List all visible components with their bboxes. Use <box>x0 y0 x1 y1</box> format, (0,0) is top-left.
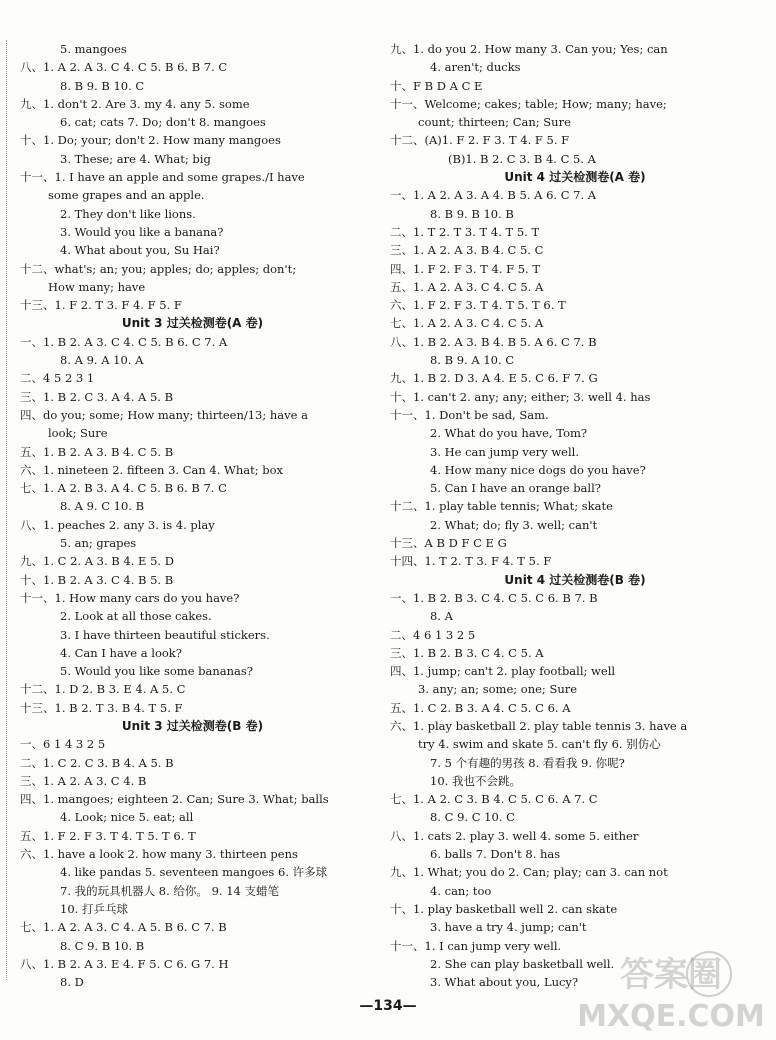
answer-line: 三、1. A 2. A 3. B 4. C 5. C <box>390 243 544 258</box>
answer-line: 五、1. C 2. B 3. A 4. C 5. C 6. A <box>390 700 571 715</box>
answer-line: 一、1. A 2. A 3. A 4. B 5. A 6. C 7. A <box>390 188 597 203</box>
answer-line: 七、1. A 2. C 3. B 4. C 5. C 6. A 7. C <box>390 792 598 807</box>
answer-line: 7. 5 个有趣的男孩 8. 看看我 9. 你呢? <box>430 755 625 770</box>
answer-line: 七、1. A 2. B 3. A 4. C 5. B 6. B 7. C <box>20 481 227 496</box>
answer-line: 四、do you; some; How many; thirteen/13; have a <box>20 407 308 422</box>
answer-line: 六、1. F 2. F 3. T 4. T 5. T 6. T <box>390 298 566 313</box>
answer-line: 十三、1. F 2. T 3. F 4. F 5. F <box>20 298 182 313</box>
answer-line: 一、1. B 2. B 3. C 4. C 5. C 6. B 7. B <box>390 590 598 605</box>
answer-line: 十、1. Do; your; don't 2. How many mangoes <box>20 133 281 148</box>
answer-line: 八、1. cats 2. play 3. well 4. some 5. either <box>390 828 639 843</box>
answer-line: How many; have <box>48 279 146 294</box>
answer-line: 四、1. F 2. F 3. T 4. F 5. T <box>390 261 541 276</box>
section-heading: Unit 4 过关检测卷(B 卷) <box>504 572 646 587</box>
answer-line: 3. any; an; some; one; Sure <box>418 682 578 697</box>
answer-line: 8. A <box>430 609 453 624</box>
answer-line: 6. cat; cats 7. Do; don't 8. mangoes <box>60 115 266 130</box>
answer-line: 4. can; too <box>430 883 492 898</box>
answer-line: 一、1. B 2. A 3. C 4. C 5. B 6. C 7. A <box>20 334 228 349</box>
answer-line: 三、1. B 2. C 3. A 4. A 5. B <box>20 389 174 404</box>
answer-line: 七、1. A 2. A 3. C 4. A 5. B 6. C 7. B <box>20 920 227 935</box>
answer-line: 四、1. mangoes; eighteen 2. Can; Sure 3. What; balls <box>20 792 329 807</box>
answer-line: 一、6 1 4 3 2 5 <box>20 737 106 752</box>
binding-margin-line <box>6 40 10 980</box>
answer-line: 二、4 5 2 3 1 <box>20 371 95 386</box>
answer-line: 2. Look at all those cakes. <box>60 609 212 624</box>
answer-line: 10. 打乒乓球 <box>60 901 128 916</box>
answer-line: 5. Can I have an orange ball? <box>430 481 601 496</box>
answer-line: 十三、1. B 2. T 3. B 4. T 5. F <box>20 700 183 715</box>
right-answer-column <box>390 40 760 991</box>
answer-line: 三、1. A 2. A 3. C 4. B <box>20 773 147 788</box>
page-number: —134— <box>359 998 417 1014</box>
answer-line: 十一、Welcome; cakes; table; How; many; have; <box>390 96 667 111</box>
answer-line: 九、1. C 2. A 3. B 4. E 5. D <box>20 554 174 569</box>
answer-line: 十四、1. T 2. T 3. F 4. T 5. F <box>390 554 552 569</box>
answer-line: 九、1. do you 2. How many 3. Can you; Yes; can <box>390 42 668 56</box>
answer-line: 3. have a try 4. jump; can't <box>430 920 587 935</box>
answer-line: 四、1. jump; can't 2. play football; well <box>390 664 616 679</box>
answer-line: 4. like pandas 5. seventeen mangoes 6. 许多球 <box>60 865 328 880</box>
answer-line: some grapes and an apple. <box>48 188 205 203</box>
answer-line: 八、1. A 2. A 3. C 4. C 5. B 6. B 7. C <box>20 60 228 75</box>
answer-line: 六、1. play basketball 2. play table tennis 3. have a <box>390 718 688 733</box>
answer-line: 十、1. play basketball well 2. can skate <box>390 901 618 916</box>
answer-line: 十三、A B D F C E G <box>390 536 507 551</box>
answer-line: 2. What do you have, Tom? <box>430 426 588 441</box>
answer-line: 2. She can play basketball well. <box>430 956 615 971</box>
answer-line: 4. Can I have a look? <box>60 645 182 660</box>
answer-line: (B)1. B 2. C 3. B 4. C 5. A <box>448 151 596 166</box>
section-heading: Unit 3 过关检测卷(B 卷) <box>121 718 264 733</box>
answer-line: 五、1. B 2. A 3. B 4. C 5. B <box>20 444 174 459</box>
answer-line: 六、1. nineteen 2. fifteen 3. Can 4. What; box <box>20 462 284 477</box>
answer-line: 3. What about you, Lucy? <box>430 975 579 990</box>
answer-line: 十、F B D A C E <box>390 78 483 93</box>
watermark-logo <box>571 946 766 1034</box>
answer-line: 十、1. B 2. A 3. C 4. B 5. B <box>20 572 174 587</box>
answer-line: 8. B 9. B 10. B <box>430 206 514 221</box>
answer-line: 十二、what's; an; you; apples; do; apples; don't; <box>20 261 297 276</box>
answer-line: 十一、1. I have an apple and some grapes./I have <box>20 170 305 185</box>
answer-line: 8. C 9. B 10. B <box>60 938 145 953</box>
answer-line: 十、1. can't 2. any; any; either; 3. well 4. has <box>390 389 651 404</box>
answer-line: 3. Would you like a banana? <box>60 224 224 239</box>
answer-line: 2. They don't like lions. <box>60 206 196 221</box>
answer-line: 7. 我的玩具机器人 8. 给你。 9. 14 支蜡笔 <box>60 883 279 898</box>
answer-line: 8. A 9. C 10. B <box>60 499 145 514</box>
answer-line: 七、1. A 2. A 3. C 4. C 5. A <box>390 316 544 331</box>
answer-line: 九、1. B 2. D 3. A 4. E 5. C 6. F 7. G <box>390 371 598 386</box>
answer-line: 5. Would you like some bananas? <box>60 664 253 679</box>
answer-line: 十一、1. I can jump very well. <box>390 938 562 953</box>
answer-line: 4. What about you, Su Hai? <box>60 243 220 258</box>
answer-line: 4. Look; nice 5. eat; all <box>60 810 194 825</box>
answer-line: 8. D <box>60 975 84 990</box>
answer-line: 4. aren't; ducks <box>430 60 521 75</box>
answer-line: 八、1. peaches 2. any 3. is 4. play <box>20 517 215 532</box>
section-heading: Unit 4 过关检测卷(A 卷) <box>504 170 646 185</box>
answer-line: 5. an; grapes <box>60 536 137 551</box>
answer-line: 五、1. F 2. F 3. T 4. T 5. T 6. T <box>20 828 196 843</box>
answer-line: 十二、1. D 2. B 3. E 4. A 5. C <box>20 682 186 697</box>
answer-line: 二、1. C 2. C 3. B 4. A 5. B <box>20 755 174 770</box>
answer-line: 十一、1. How many cars do you have? <box>20 590 240 605</box>
answer-line: 九、1. What; you do 2. Can; play; can 3. can not <box>390 865 668 880</box>
answer-line: 10. 我也不会跳。 <box>430 773 521 788</box>
answer-line: 十一、1. Don't be sad, Sam. <box>390 407 549 422</box>
answer-line: 八、1. B 2. A 3. E 4. F 5. C 6. G 7. H <box>20 956 229 971</box>
answer-line: 十二、1. play table tennis; What; skate <box>390 499 613 514</box>
answer-line: 8. B 9. B 10. C <box>60 78 145 93</box>
left-answer-column <box>20 40 365 991</box>
answer-line: try 4. swim and skate 5. can't fly 6. 别仿心 <box>418 737 661 752</box>
answer-line: 三、1. B 2. B 3. C 4. C 5. A <box>390 645 544 660</box>
answer-line: 8. A 9. A 10. A <box>60 353 144 368</box>
answer-line: 8. B 9. A 10. C <box>430 353 515 368</box>
answer-line: 3. These; are 4. What; big <box>60 151 211 166</box>
answer-line: 3. He can jump very well. <box>430 444 579 459</box>
answer-line: 八、1. B 2. A 3. B 4. B 5. A 6. C 7. B <box>390 334 597 349</box>
answer-line: 4. How many nice dogs do you have? <box>430 462 646 477</box>
answer-line: look; Sure <box>48 426 108 441</box>
answer-line: 十二、(A)1. F 2. F 3. T 4. F 5. F <box>390 133 570 148</box>
answer-line: 二、1. T 2. T 3. T 4. T 5. T <box>390 224 540 239</box>
answer-line: 九、1. don't 2. Are 3. my 4. any 5. some <box>20 96 250 111</box>
svg-text:MXQE.COM: MXQE.COM <box>577 999 765 1034</box>
answer-line: 8. C 9. C 10. C <box>430 810 515 825</box>
answer-line: 五、1. A 2. A 3. C 4. C 5. A <box>390 279 544 294</box>
answer-line: 3. I have thirteen beautiful stickers. <box>60 627 270 642</box>
answer-line: 5. mangoes <box>60 42 127 56</box>
answer-line: 六、1. have a look 2. how many 3. thirteen pens <box>20 847 298 862</box>
svg-text:答案圈: 答案圈 <box>620 955 722 995</box>
answer-line: 2. What; do; fly 3. well; can't <box>430 517 598 532</box>
answer-line: count; thirteen; Can; Sure <box>418 115 571 130</box>
answer-line: 6. balls 7. Don't 8. has <box>430 847 561 862</box>
section-heading: Unit 3 过关检测卷(A 卷) <box>121 316 264 331</box>
answer-line: 二、4 6 1 3 2 5 <box>390 627 476 642</box>
